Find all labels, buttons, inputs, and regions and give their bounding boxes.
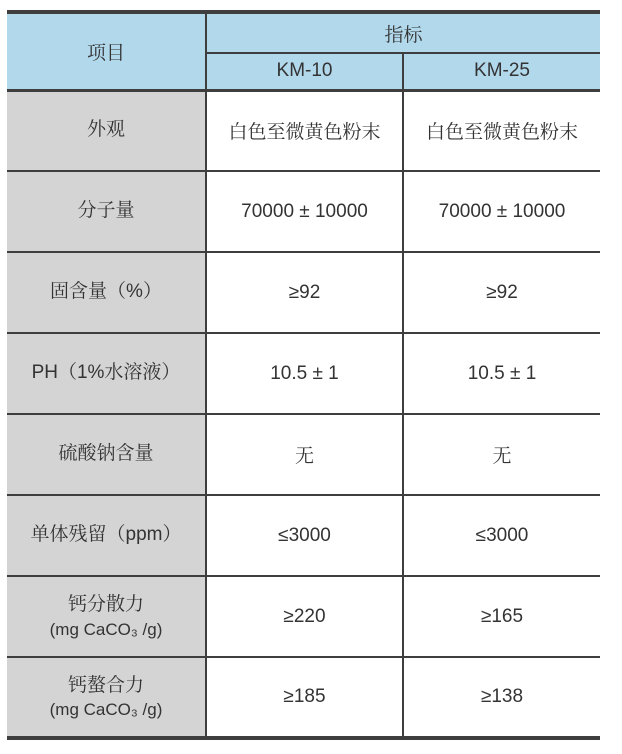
row-label (7, 576, 206, 657)
cell-km25: 白色至微黄色粉末 (403, 90, 600, 171)
cell-km10: 70000 ± 10000 (206, 171, 403, 252)
row-label-text: 固含量（%） (50, 280, 162, 302)
cell-km10: 白色至微黄色粉末 (206, 90, 403, 171)
cell-km10: ≥185 (206, 657, 403, 738)
cell-km25: ≥138 (403, 657, 600, 738)
table-row-solid-content (7, 252, 600, 333)
table-row-molecular-weight (7, 171, 600, 252)
cell-km10: 无 (206, 414, 403, 495)
header-row-spec (7, 12, 600, 53)
table-row-appearance (7, 90, 600, 171)
table-row-sodium-sulfate (7, 414, 600, 495)
row-label-text: PH（1%水溶液） (31, 361, 181, 383)
row-label-subtext: (mg CaCO₃ /g) (49, 619, 163, 639)
row-label (7, 333, 206, 414)
cell-km25: ≥165 (403, 576, 600, 657)
col-header-item: 项目 (7, 12, 206, 90)
row-label-text: 钙分散力 (67, 594, 144, 615)
row-label-text: 外观 (86, 118, 125, 140)
col-header-km10: KM-10 (206, 53, 403, 90)
row-label (7, 171, 206, 252)
cell-km25: ≥92 (403, 252, 600, 333)
product-spec-table (7, 10, 600, 740)
row-label (7, 90, 206, 171)
row-label-text: 分子量 (77, 199, 135, 221)
cell-km10: 10.5 ± 1 (206, 333, 403, 414)
cell-km25: 无 (403, 414, 600, 495)
cell-km10: ≥220 (206, 576, 403, 657)
cell-km25: 70000 ± 10000 (403, 171, 600, 252)
table-row-calcium-chelating (7, 657, 600, 738)
table-row-calcium-dispersing (7, 576, 600, 657)
cell-km10: ≤3000 (206, 495, 403, 576)
table-row-monomer-residue (7, 495, 600, 576)
row-label (7, 414, 206, 495)
row-label (7, 657, 206, 738)
row-label-text: 单体残留（ppm） (30, 523, 182, 545)
col-header-km25: KM-25 (403, 53, 600, 90)
col-header-spec: 指标 (206, 12, 600, 53)
row-label (7, 495, 206, 576)
row-label-subtext: (mg CaCO₃ /g) (49, 700, 163, 720)
cell-km25: ≤3000 (403, 495, 600, 576)
table-row-ph (7, 333, 600, 414)
cell-km25: 10.5 ± 1 (403, 333, 600, 414)
row-label (7, 252, 206, 333)
row-label-text: 钙螯合力 (67, 674, 144, 696)
cell-km10: ≥92 (206, 252, 403, 333)
row-label-text: 硫酸钠含量 (58, 442, 154, 464)
